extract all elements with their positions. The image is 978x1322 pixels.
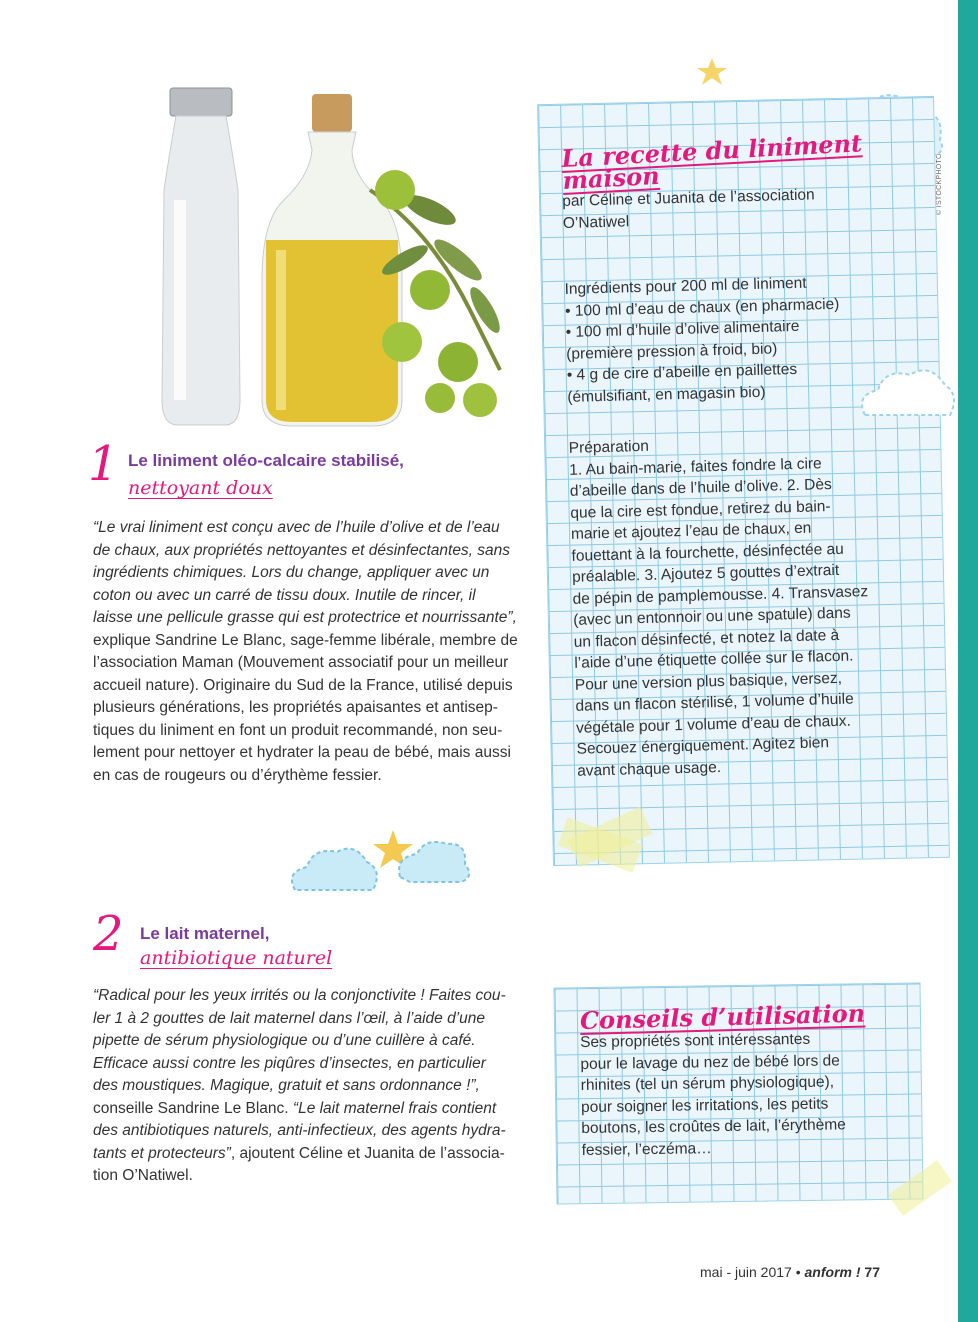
body-line: l’association Maman (Mouvement associatif pour un meilleur	[93, 654, 509, 671]
preparation-line: préalable. 3. Ajoutez 5 gouttes d’extrait	[571, 561, 840, 586]
ingredients-line: (émulsifiant, en magasin bio)	[567, 383, 766, 406]
section-subtitle: antibiotique naturel	[140, 947, 333, 969]
body-line-part: “Le lait maternel frais contient	[292, 1099, 497, 1117]
body-line: laisse une pellicule grasse qui est protectrice et nourrissante”,	[93, 609, 517, 626]
advice-line: boutons, les croûtes de lait, l’érythème	[581, 1115, 846, 1137]
body-line-part: des antibiotiques naturels, anti-infectieux, des agents hydra-	[93, 1122, 506, 1139]
section-number: 1	[88, 436, 119, 492]
body-line-part: des moustiques. Magique, gratuit et sans ordonnance !”,	[93, 1077, 480, 1094]
preparation-line: fouettant à la fourchette, désinfectée au	[571, 540, 844, 565]
ingredients-line: • 100 ml d’huile d’olive alimentaire	[565, 317, 800, 341]
side-color-bar	[958, 0, 978, 1322]
body-line	[93, 985, 523, 1008]
preparation-line: végétale pour 1 volume d’eau de chaux.	[575, 712, 852, 737]
preparation-line: marie et ajoutez l’eau de chaux, en	[570, 519, 812, 543]
section-number: 2	[93, 906, 124, 962]
ingredients-line: • 100 ml d’eau de chaux (en pharmacie)	[564, 295, 840, 320]
advice-line: pour le lavage du nez de bébé lors de	[580, 1051, 840, 1072]
page-footer	[700, 1264, 880, 1280]
preparation-line: Pour une version plus basique, versez,	[574, 669, 843, 694]
body-line-part: conseille Sandrine Le Blanc.	[93, 1099, 293, 1117]
section2-body	[93, 985, 523, 1188]
ingredients-line: • 4 g de cire d’abeille en paillettes	[566, 360, 798, 384]
body-line-part: , ajoutent Céline et Juanita de l’associa-	[230, 1144, 505, 1162]
body-line: coton ou avec un carré de tissu doux. Inutile de rincer, il	[93, 586, 476, 604]
preparation-line: un flacon désinfecté, et notez la date à	[573, 626, 840, 651]
advice-line: rhinites (tel un sérum physiologique),	[580, 1072, 835, 1094]
preparation-line: que la cire est fondue, retirez du bain-	[570, 497, 831, 522]
preparation-line: Préparation	[568, 437, 650, 457]
section-subtitle: nettoyant doux	[128, 477, 273, 499]
preparation-line: d’abeille dans de l’huile d’olive. 2. Dès	[569, 476, 832, 500]
advice-title: Conseils d’utilisation	[579, 998, 866, 1035]
body-line-part: pipette de sérum physiologique ou d’une cuillère à café.	[93, 1032, 476, 1049]
ingredients-line: Ingrédients pour 200 ml de liniment	[564, 274, 807, 298]
body-line: ingrédients chimiques. Lors du change, appliquer avec un	[93, 564, 490, 581]
photo-credit: © ISTOCKPHOTO	[936, 153, 943, 215]
section1-body	[93, 517, 523, 787]
recipe-byline: par Céline et Juanita de l’association	[562, 186, 815, 210]
recipe-title: La recette du liniment maison	[560, 128, 863, 195]
preparation-line: avant chaque usage.	[576, 758, 722, 780]
body-line: tiques du liniment en font un produit recommandé, non seu-	[93, 721, 503, 739]
advice-line: Ses propriétés sont intéressantes	[580, 1030, 811, 1051]
body-line	[93, 1143, 523, 1166]
body-line-part: ler 1 à 2 gouttes de lait maternel dans l’œil, à l’aide d’une	[93, 1009, 486, 1027]
body-line	[93, 1075, 523, 1098]
body-line: “Le vrai liniment est conçu avec de l’huile d’olive et de l’eau	[93, 519, 500, 536]
recipe-byline: O’Natiwel	[562, 212, 630, 232]
advice-line: pour soigner les irritations, les petits	[580, 1094, 829, 1115]
ingredients-line: (première pression à froid, bio)	[566, 339, 778, 363]
magazine-brand: anform !	[804, 1264, 861, 1280]
preparation-line: dans un flacon stérilisé, 1 volume d’huile	[575, 690, 854, 715]
preparation-line: (avec un entonnoir ou une spatule) dans	[573, 604, 851, 629]
body-line: plusieurs générations, les propriétés apaisantes et antisep-	[93, 699, 498, 716]
advice-line: fessier, l’eczéma…	[581, 1139, 712, 1158]
body-line	[93, 1008, 523, 1031]
body-line-part: tion O’Natiwel.	[93, 1167, 193, 1184]
body-line	[93, 1030, 523, 1053]
recipe-content	[560, 128, 942, 782]
body-line: explique Sandrine Le Blanc, sage-femme libérale, membre de	[93, 631, 518, 649]
body-line-part: “Radical pour les yeux irrités ou la conjonctivite ! Faites cou-	[93, 987, 506, 1004]
section-title: Le liniment oléo-calcaire stabilisé,	[128, 451, 404, 470]
body-line: accueil nature). Originaire du Sud de la France, utilisé depuis	[93, 676, 513, 694]
page-number: 77	[864, 1264, 880, 1280]
preparation-line: de pépin de pamplemousse. 4. Transvasez	[572, 582, 869, 608]
body-line	[93, 1120, 523, 1143]
preparation-line: 1. Au bain-marie, faites fondre la cire	[569, 454, 822, 479]
body-line: en cas de rougeurs ou d’érythème fessier.	[93, 766, 382, 784]
oil-bottles-photo	[140, 80, 520, 440]
issue-date: mai - juin 2017 •	[700, 1264, 801, 1280]
preparation-text	[568, 428, 957, 782]
ingredients-list	[564, 269, 947, 408]
body-line: lement pour nettoyer et hydrater la peau de bébé, mais aussi	[93, 744, 511, 761]
preparation-line: Secouez énergiquement. Agitez bien	[576, 734, 830, 758]
body-line	[93, 1098, 523, 1121]
section-title: Le lait maternel,	[140, 924, 270, 943]
cloud-star-decoration	[285, 822, 475, 902]
advice-content	[579, 998, 920, 1161]
body-line	[93, 1053, 523, 1076]
body-line	[93, 1165, 523, 1188]
body-line: de chaux, aux propriétés nettoyantes et désinfectantes, sans	[93, 541, 511, 559]
body-line-part: Efficace aussi contre les piqûres d’insectes, en particulier	[93, 1054, 486, 1072]
body-line-part: tants et protecteurs”	[93, 1144, 231, 1162]
preparation-line: l’aide d’une étiquette collée sur le flacon.	[574, 647, 854, 672]
